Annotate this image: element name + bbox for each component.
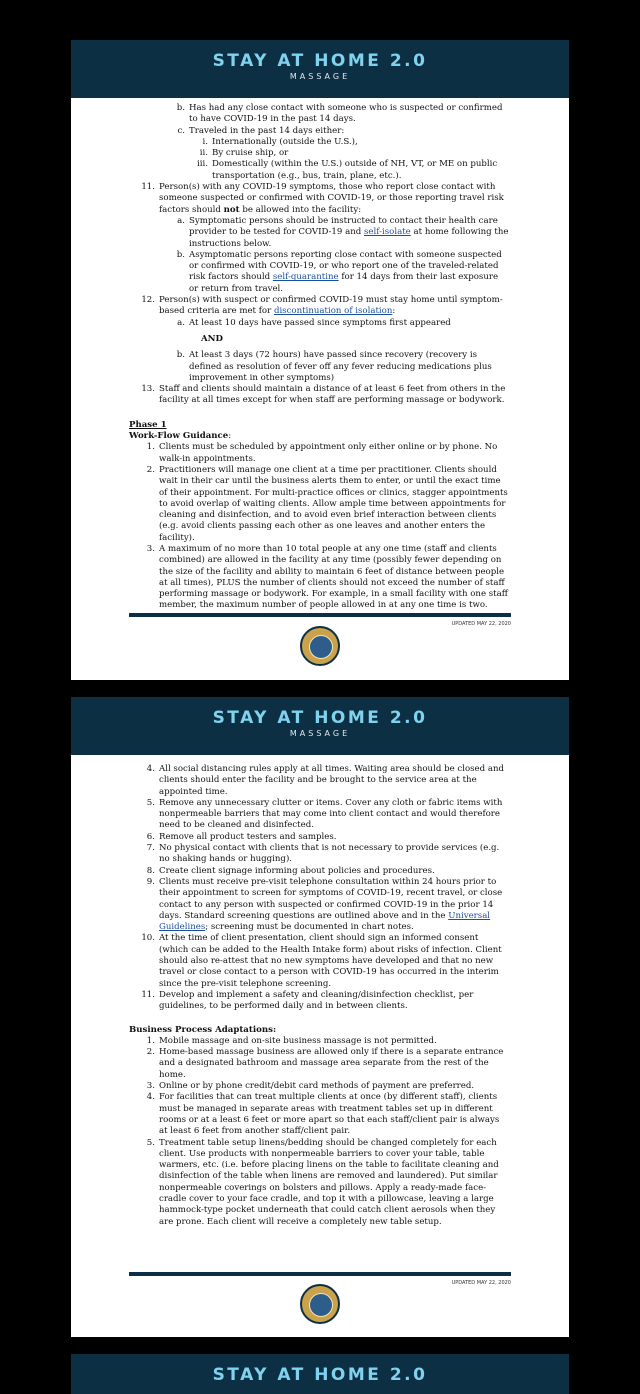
phase-heading: Phase 1 — [129, 419, 167, 430]
banner-title: STAY AT HOME 2.0 — [212, 51, 428, 71]
list-item: 4. All social distancing rules apply at all times. Waiting area should be closed and clients should enter the facility and be brought to the service area at the appointed time. — [146, 764, 505, 797]
list-item: 5. Treatment table setup linens/bedding should be changed completely for each client. Use products with nonpermeable barriers to cover your table, table warmers, etc. (i.e. before placing linens on the table to facilitate cleaning and disinfection of the table when linens are removed and laundered). Put similar nonpermeable coverings on bolsters and pillows. Apply a ready-made face-cradle cover to your face cradle, and top it with a pillowcase, leaving a large hammock-type pocket underneath that could catch client aerosols when they are prone. Each client will receive a completely new table setup. — [146, 1137, 499, 1227]
list-item: 11. Person(s) with any COVID-19 symptoms, those who report close contact with someone suspected or confirmed with COVID-19, or those reporting travel risk factors should not be allowed into the facility: — [141, 182, 504, 215]
page-banner — [71, 1354, 569, 1394]
list-item: 3. Online or by phone credit/debit card methods of payment are preferred. — [146, 1081, 475, 1092]
discontinuation-link[interactable]: discontinuation of isolation — [273, 306, 393, 317]
list-item: 12. Person(s) with suspect or confirmed COVID-19 must stay home until symptom-based criteria are met for discontinuation of isolation: — [141, 295, 503, 317]
page-banner — [71, 40, 569, 98]
self-quarantine-link[interactable]: self-quarantine — [272, 272, 339, 283]
list-item: 9. Clients must receive pre-visit telephone consultation within 24 hours prior to their appointment to screen for symptoms of COVID-19, recent travel, or close contact to any person with suspected or confirmed COVID-19 in the prior 14 days. Standard screening questions are outlined above and in the Universal Guidelines; screening must be documented in chart notes. — [146, 876, 503, 933]
list-item: b. Asymptomatic persons reporting close contact with someone suspected or confirmed with COVID-19, or who report one of the traveled-related risk factors should self-quarantine for 14 days from their last exposure or return from travel. — [176, 249, 502, 294]
list-item: 6. Remove all product testers and samples. — [146, 831, 337, 842]
workflow-heading: Work-Flow Guidance: — [129, 431, 232, 442]
list-item: 1. Mobile massage and on-site business massage is not permitted. — [146, 1035, 437, 1046]
bpa-heading: Business Process Adaptations: — [129, 1024, 277, 1035]
list-item: a. Symptomatic persons should be instructed to contact their health care provider to be tested for COVID-19 and self-isolate at home following the instructions below. — [177, 215, 509, 249]
list-item: 8. Create client signage informing about policies and procedures. — [146, 865, 435, 876]
state-seal-icon — [300, 626, 340, 666]
list-item: 2. Practitioners will manage one client at a time per practitioner. Clients should wait in their car until the business alerts them to enter, or until the exact time of their appointment. For multi-practice offices or clinics, stagger appointments to avoid overlap of waiting clients. Allow ample time between appointments for cleaning and disinfection, and to avoid even brief interaction between clients (e.g. avoid clients passing each other as one leaves and another enters the facility). — [146, 464, 508, 543]
list-item: i. Internationally (outside the U.S.), — [202, 136, 358, 147]
list-item: ii. By cruise ship, or — [199, 148, 289, 159]
footer-bar — [129, 613, 511, 617]
self-isolate-link[interactable]: self-isolate — [364, 227, 411, 238]
page-footer — [129, 613, 511, 627]
list-item: 3. A maximum of no more than 10 total people at any one time (staff and clients combined) are allowed in the facility at any time (possibly fewer depending on the size of the facility and ability to maintain 6 feet of distance between people at all times), PLUS the number of clients should not exceed the number of staff performing massage or bodywork. For example, in a small facility with one staff member, the maximum number of people allowed in at any one time is two. — [146, 543, 508, 611]
state-seal-icon — [300, 1284, 340, 1324]
banner-title: STAY AT HOME 2.0 — [212, 708, 428, 728]
list-item: 11. Develop and implement a safety and cleaning/disinfection checklist, per guidelines, to be performed daily and in between clients. — [141, 989, 474, 1012]
list-item: 2. Home-based massage business are allowed only if there is a separate entrance and a designated bathroom and massage area separate from the rest of the home. — [146, 1047, 504, 1080]
footer-bar — [129, 1272, 511, 1276]
updated-date: UPDATED MAY 22, 2020 — [451, 621, 511, 627]
banner-subtitle: MASSAGE — [289, 72, 351, 81]
page-body — [71, 98, 569, 612]
universal-guidelines-link[interactable]: Universal Guidelines — [159, 910, 491, 933]
page-banner — [71, 697, 569, 755]
list-item: b. Has had any close contact with someone who is suspected or confirmed to have COVID-19 in the past 14 days. — [176, 103, 503, 125]
list-item: 10. At the time of client presentation, client should sign an informed consent (which can be added to the Health Intake form) about risks of infection. Client should also re-attest that no new symptoms have developed and that no new travel or close contact to a person with COVID-19 has occurred in the interim since the pre-visit telephone screening. — [141, 933, 502, 989]
list-item: 4. For facilities that can treat multiple clients at once (by different staff), clients must be managed in separate areas with treatment tables set up in different rooms or at a least 6 feet or more apart so that each staff/client pair is always at least 6 feet from another staff/client pair. — [146, 1092, 500, 1137]
list-item: 7. No physical contact with clients that is not necessary to provide services (e.g. no shaking hands or hugging). — [146, 843, 500, 865]
list-item: 1. Clients must be scheduled by appointment only either online or by phone. No walk-in appointments. — [146, 442, 498, 464]
list-item: b. At least 3 days (72 hours) have passed since recovery (recovery is defined as resolution of fever off any fever reducing medications plus improvement in other symptoms) — [176, 350, 492, 383]
and-label: AND — [201, 333, 223, 344]
list-item: 5. Remove any unnecessary clutter or items. Cover any cloth or fabric items with nonpermeable barriers that may come into client contact and would therefore need to be cleaned and disinfected. — [146, 797, 503, 831]
document-page-2 — [71, 697, 569, 1337]
list-item: a. At least 10 days have passed since symptoms first appeared — [177, 317, 451, 328]
updated-date: UPDATED MAY 22, 2020 — [451, 1280, 511, 1286]
banner-subtitle: MASSAGE — [289, 729, 351, 738]
document-page-1 — [71, 40, 569, 680]
page-body — [71, 755, 569, 1228]
list-item: c. Traveled in the past 14 days either: — [177, 125, 345, 136]
document-page-3 — [71, 1354, 569, 1394]
banner-title: STAY AT HOME 2.0 — [212, 1365, 428, 1385]
list-item: 13. Staff and clients should maintain a distance of at least 6 feet from others in the facility at all times except for when staff are performing massage or bodywork. — [141, 384, 506, 406]
list-item: iii. Domestically (within the U.S.) outside of NH, VT, or ME on public transportation (e.g., bus, train, plane, etc.). — [197, 159, 498, 181]
